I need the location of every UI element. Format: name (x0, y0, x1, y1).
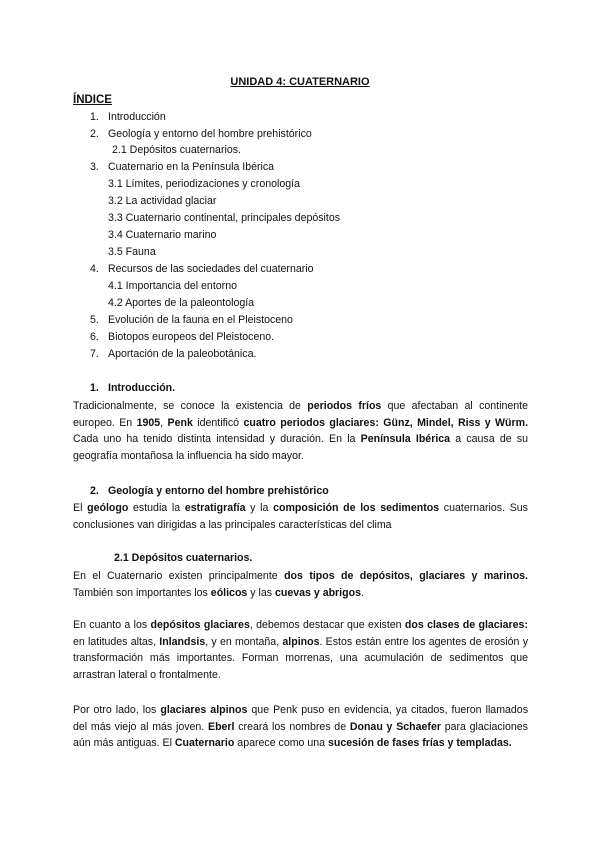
toc-item-number: 4. (90, 263, 99, 275)
section-title: Geología y entorno del hombre prehistórico (108, 485, 329, 497)
toc-item (90, 110, 166, 124)
bold-term: sucesión de fases frías y templadas. (328, 737, 512, 750)
toc-subitem (108, 279, 237, 293)
text-run: También son importantes los (73, 586, 211, 599)
index-heading: ÍNDICE (73, 94, 112, 106)
text-run: cuaternarios. Sus conclusiones van dirigidas a las principales características del clima (73, 502, 528, 531)
text-run: para glaciaciones aún más antiguas. El (73, 720, 528, 750)
toc-subitem (108, 228, 216, 242)
toc-item-label: Cuaternario en la Península Ibérica (108, 161, 275, 173)
text-run: aparece como una (234, 737, 328, 750)
toc-item-number: 7. (90, 348, 99, 360)
toc-item-label: 3.1 Límites, periodizaciones y cronología (108, 178, 300, 190)
bold-term: composición de los sedimentos (273, 502, 440, 514)
section-heading (90, 484, 329, 498)
text-run: . (360, 586, 364, 599)
text-run: en latitudes altas, (73, 635, 160, 648)
bold-term: cuatro periodos glaciares: Günz, Mindel, Riss y Würm. (243, 416, 529, 429)
bold-term: periodos fríos (307, 400, 382, 412)
section-title: 2.1 Depósitos cuaternarios. (114, 552, 253, 564)
toc-item-number: 2. (90, 127, 99, 140)
toc-item-label: 4.1 Importancia del entorno (108, 280, 237, 292)
paragraph (73, 702, 528, 752)
toc-item-number: 5. (90, 314, 99, 326)
text-run: creará los nombres de (234, 720, 350, 733)
bold-term: Eberl (208, 720, 235, 733)
toc-subitem (108, 245, 156, 259)
text-run: El (73, 502, 88, 514)
toc-subitem (108, 194, 216, 208)
text-run: Por otro lado, los (73, 704, 161, 716)
toc-item-label: Geología y entorno del hombre prehistórico (108, 127, 312, 140)
text-run: En el Cuaternario existen principalmente (73, 570, 285, 582)
toc-item-number: 1. (90, 111, 99, 123)
toc-item (90, 262, 314, 276)
bold-term: 1905 (136, 416, 161, 429)
paragraph (73, 617, 528, 683)
section-number: 1. (90, 382, 99, 394)
paragraph (73, 398, 528, 464)
toc-item-label: Aportación de la paleobotánica. (108, 348, 257, 360)
section-heading (90, 381, 175, 395)
toc-item-label: Introducción (108, 111, 166, 123)
toc-item-label: 3.5 Fauna (108, 246, 156, 258)
document-title: UNIDAD 4: CUATERNARIO (230, 76, 370, 88)
bold-term: alpinos (282, 635, 320, 648)
toc-item-label: Biotopos europeos del Pleistoceno. (108, 331, 275, 343)
text-run: Cada uno ha tenido distinta intensidad y duración. En la (73, 433, 361, 446)
text-run: , debemos destacar que existen (249, 619, 405, 631)
toc-item (90, 347, 256, 361)
bold-term: depósitos glaciares (150, 619, 250, 631)
text-run: . Estos están entre los agentes de erosión y transformación más importantes. Forman morrenas, una acumulación de sedimentos que arrastran lateral o frontalmente. (73, 635, 528, 681)
text-run: , (160, 416, 168, 429)
paragraph (73, 500, 528, 533)
toc-item-label: Evolución de la fauna en el Pleistoceno (108, 314, 293, 326)
bold-term: cuevas y abrigos (274, 586, 361, 599)
bold-term: estratigrafía (184, 502, 246, 514)
section-title: Introducción. (108, 382, 176, 394)
toc-item-label: 2.1 Depósitos cuaternarios. (112, 144, 241, 156)
toc-item (90, 313, 293, 327)
text-run: estudia la (128, 502, 185, 514)
bold-term: Donau y Schaefer (349, 720, 441, 733)
subsection-heading (114, 551, 252, 565)
bold-term: Cuaternario (174, 737, 235, 750)
bold-term: glaciares alpinos (160, 704, 248, 716)
toc-item (90, 127, 312, 141)
bold-term: Penk (167, 416, 193, 429)
text-run: En cuanto a los (73, 619, 151, 631)
text-run: y las (247, 586, 275, 599)
text-run: , y en montaña, (205, 635, 283, 648)
text-run: a causa de su geografía montañosa la influencia ha sido mayor. (73, 433, 528, 462)
text-run: que Penk puso en evidencia, ya citados, fueron llamados del más viejo al más joven. (73, 704, 528, 733)
bold-term: dos clases de glaciares: (404, 619, 528, 631)
toc-item-label: 3.2 La actividad glaciar (108, 195, 217, 207)
toc-item-label: 3.4 Cuaternario marino (108, 229, 217, 241)
toc-subitem (108, 296, 254, 310)
text-run: identificó (192, 416, 244, 429)
section-number: 2. (90, 485, 99, 497)
text-run: y la (245, 502, 274, 514)
bold-term: geólogo (87, 502, 129, 514)
bold-term: Península Ibérica (360, 433, 451, 446)
bold-term: Inlandsis (159, 635, 206, 648)
toc-item (90, 330, 274, 344)
paragraph (73, 568, 528, 601)
toc-item-label: 3.3 Cuaternario continental, principales depósitos (108, 212, 341, 224)
text-run: que afectaban al continente europeo. En (73, 400, 528, 429)
toc-subitem (112, 143, 241, 157)
toc-subitem (108, 177, 300, 191)
bold-term: eólicos (210, 586, 248, 599)
text-run: Tradicionalmente, se conoce la existencia de (73, 400, 308, 412)
toc-item (90, 160, 274, 174)
bold-term: dos tipos de depósitos, glaciares y marinos. (284, 570, 529, 582)
toc-item-number: 6. (90, 331, 99, 343)
toc-subitem (108, 211, 340, 225)
toc-item-label: 4.2 Aportes de la paleontología (108, 297, 255, 309)
toc-item-number: 3. (90, 161, 99, 173)
toc-item-label: Recursos de las sociedades del cuaternario (108, 263, 314, 275)
